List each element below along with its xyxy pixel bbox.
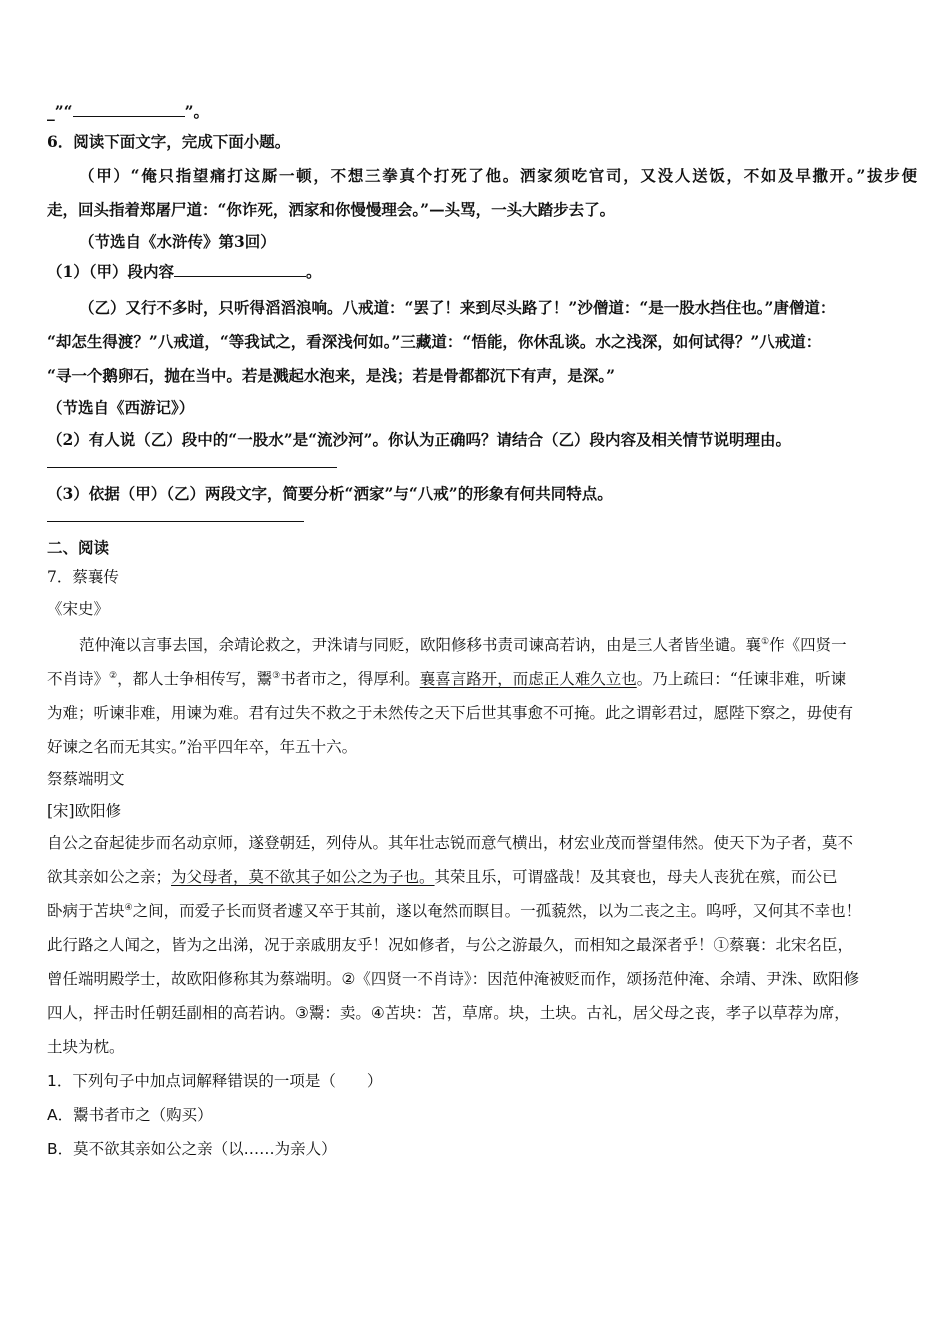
document-page [47, 96, 917, 1161]
notes-line2: 四人，抨击时任朝廷副相的高若讷。③鬻：卖。④苫块：苫，草席。块，土块。古礼，居父母之丧，孝子以草荐为席， [47, 1004, 850, 1022]
footnote-marker-1: ① [761, 636, 770, 647]
passage2-text: 之间，而爱子长而贤者遽又卒于其前，遂以奄然而瞑目。一孤藐然，以为二丧之主。呜呼，又何其不幸也！ [132, 902, 862, 920]
q6-sub1-blank [174, 260, 306, 277]
prev-answer-blank [73, 100, 185, 117]
passage1-line4: 好谏之名而无其实。”治平四年卒，年五十六。 [47, 738, 358, 756]
passage1-text: 不肖诗》 [47, 670, 110, 688]
footnote-marker-2: ② [109, 670, 118, 681]
q6-sub1-end: 。 [306, 262, 322, 281]
notes-line1: 曾任端明殿学士，故欧阳修称其为蔡端明。②《四贤一不肖诗》：因范仲淹被贬而作，颂扬范仲淹、余靖、尹洙、欧阳修 [47, 970, 860, 988]
section-heading: 二、阅读 [47, 538, 110, 557]
passage2-title: 祭蔡端明文 [47, 770, 125, 788]
passage1-text: 作《四贤一 [769, 636, 847, 654]
passage1-text: ，都人士争相传写，鬻 [117, 670, 273, 688]
mcq-stem: 1．下列句子中加点词解释错误的一项是（ ） [47, 1072, 383, 1090]
passage1-line2 [47, 667, 917, 691]
q6-intro: 6．阅读下面文字，完成下面小题。 [47, 132, 291, 151]
q6-sub2: （2）有人说（乙）段中的“一股水”是“流沙河”。你认为正确吗？请结合（乙）段内容及相关情节说明理由。 [47, 430, 791, 449]
passage1-text: 。乃上疏曰：“任谏非难，听谏 [636, 670, 847, 688]
q6-sub1-text: （1）（甲）段内容 [47, 262, 175, 281]
q6-yi-line2: “却怎生得渡？”八戒道，“等我试之，看深浅何如。”三藏道：“悟能，你休乱谈。水之浅深，如何试得？”八戒道： [47, 332, 822, 351]
q6-sub3: （3）依据（甲）（乙）两段文字，简要分析“洒家”与“八戒”的形象有何共同特点。 [47, 484, 613, 503]
passage2-line4: 此行路之人闻之，皆为之出涕，况于亲戚朋友乎！况如修者，与公之游最久，而相知之最深者乎！①蔡襄：北宋名臣， [47, 936, 854, 954]
passage2-line1: 自公之奋起徒步而名动京师，遂登朝廷，列侍从。其年壮志锐而意气横出，材宏业茂而誉望伟然。使天下为子者，莫不 [47, 834, 854, 852]
q6-yi-line1: （乙）又行不多时，只听得滔滔浪响。八戒道：“罢了！来到尽头路了！”沙僧道：“是一股水挡住也。”唐僧道： [79, 298, 836, 317]
q6-yi-line3: “寻一个鹅卵石，抛在当中。若是溅起水泡来，是浅；若是骨都都沉下有声，是深。” [47, 366, 616, 385]
passage2-text: 欲其亲如公之亲； [47, 868, 172, 886]
notes-line3: 土块为枕。 [47, 1038, 125, 1056]
q6-sub2-answer-line [47, 466, 337, 468]
passage1-line1 [47, 633, 917, 657]
footnote-marker-4: ④ [124, 902, 133, 913]
source-book: 《宋史》 [47, 600, 110, 618]
q6-jia-line2: 走，回头指着郑屠尸道：“你诈死，洒家和你慢慢理会。”—头骂，一头大踏步去了。 [47, 200, 616, 219]
passage2-text: 卧病于苫块 [47, 902, 125, 920]
passage2-text: 其荣且乐，可谓盛哉！及其衰也，母夫人丧犹在殡，而公已 [434, 868, 838, 886]
q6-jia-source: （节选自《水浒传》第3回） [79, 232, 276, 251]
passage2-line2 [47, 865, 917, 889]
underlined-sentence-2: 为父母者，莫不欲其子如公之为子也。 [171, 868, 435, 886]
mcq-option-b: B．莫不欲其亲如公之亲（以……为亲人） [47, 1140, 337, 1158]
passage1-text: 范仲淹以言事去国，余靖论救之，尹洙请与同贬，欧阳修移书责司谏高若讷，由是三人者皆坐谴。襄 [79, 636, 762, 654]
q6-sub1 [47, 260, 917, 284]
prev-text-b: ”。 [184, 102, 210, 121]
q6-yi-source: （节选自《西游记》） [47, 398, 195, 417]
q6-sub3-answer-line [47, 520, 304, 522]
passage2-author: [宋]欧阳修 [47, 802, 122, 820]
passage2-line3 [47, 899, 917, 923]
underlined-sentence-1: 襄喜言路开，而虑正人难久立也 [419, 670, 637, 688]
passage1-line3: 为难；听谏非难，用谏为难。君有过失不救之于未然传之天下后世其事愈不可掩。此之谓彰君过，愿陛下察之，毋使有 [47, 704, 854, 722]
prev-text-a: _”“ [47, 102, 73, 121]
prev-answer-line [47, 100, 917, 124]
q7-title: 7．蔡襄传 [47, 568, 119, 586]
footnote-marker-3: ③ [272, 670, 281, 681]
q6-jia-line1: （甲）“俺只指望痛打这厮一顿，不想三拳真个打死了他。洒家须吃官司，又没人送饭，不如及早撒开。”拔步便 [79, 166, 917, 185]
passage1-text: 书者市之，得厚利。 [280, 670, 420, 688]
mcq-option-a: A．鬻书者市之（购买） [47, 1106, 213, 1124]
